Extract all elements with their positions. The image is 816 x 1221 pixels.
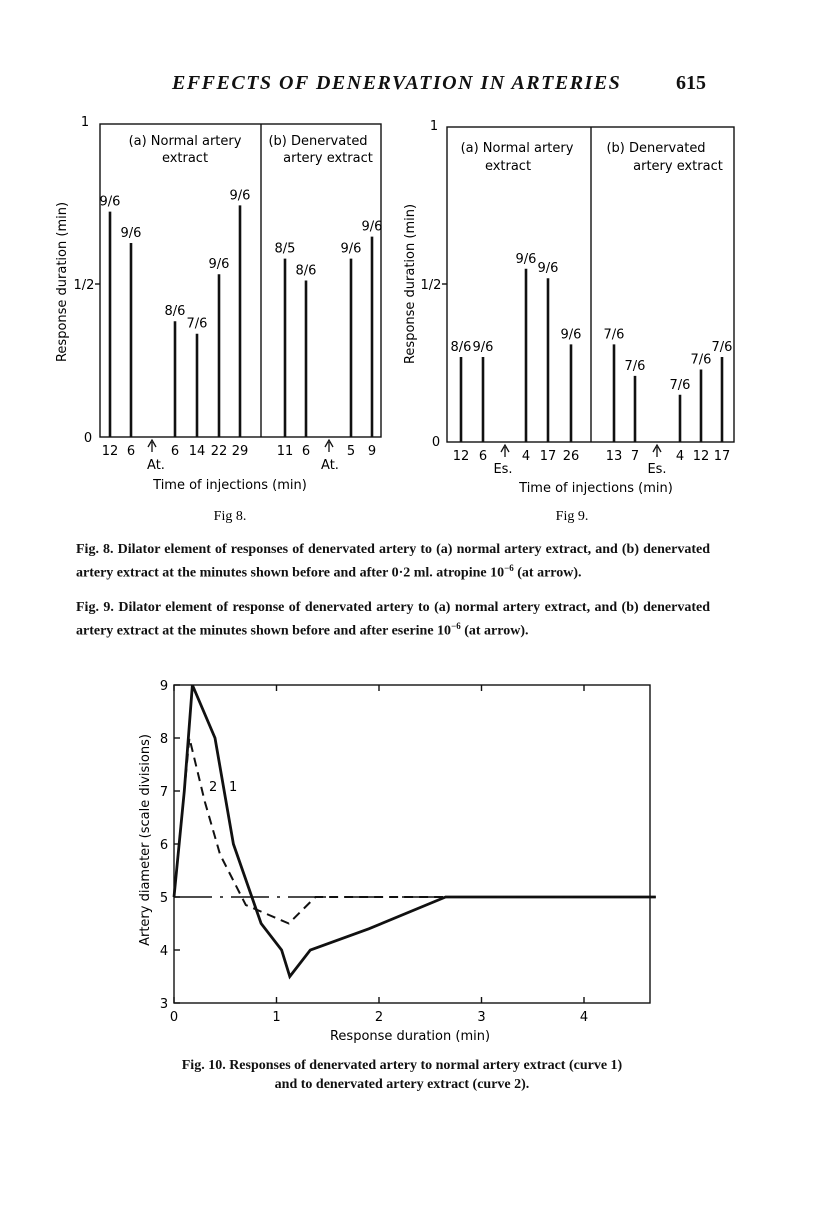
fig10-curve-label-2: 2 (209, 780, 218, 795)
fig10-frame (174, 685, 650, 1003)
fig8-bar-label-2: 9/6 (120, 225, 142, 241)
fig9-caption-exp: −6 (451, 621, 461, 631)
fig8-bar-label-9: 9/6 (340, 241, 362, 257)
fig9-bar-label-7: 7/6 (624, 358, 646, 374)
fig9-xtick-6: 13 (605, 449, 623, 464)
fig9-bar-label-1: 8/6 (450, 339, 472, 355)
fig9-bar-label-9: 7/6 (690, 352, 712, 368)
fig9-ytick-0: 0 (431, 435, 441, 450)
fig10-xtick-4: 4 (579, 1010, 589, 1025)
fig10-ytick-8: 8 (159, 732, 169, 747)
fig10-xtick-2: 2 (374, 1010, 384, 1025)
fig8-panel-a-1: (a) Normal artery (128, 134, 242, 149)
fig9-bar-label-2: 9/6 (472, 339, 494, 355)
fig10-xtick-0: 0 (169, 1010, 179, 1025)
fig8-bar-label-4: 7/6 (186, 316, 208, 332)
fig9-arrow-1 (501, 445, 509, 457)
fig9-panel-b-2: artery extract (633, 159, 723, 174)
fig9-xtick-2: 6 (478, 449, 488, 464)
fig9 (403, 119, 734, 496)
fig9-bar-label-5: 9/6 (560, 327, 582, 343)
fig8-bar-label-6: 9/6 (229, 188, 251, 204)
fig8-arrow-1 (148, 440, 156, 452)
fig8-xtick-5: 22 (210, 444, 228, 459)
fig10-curve-label-1: 1 (229, 780, 238, 795)
fig8-xtick-10: 9 (367, 444, 377, 459)
fig10-xtick-3: 3 (477, 1010, 486, 1025)
fig9-xtick-4: 17 (539, 449, 557, 464)
fig8-caption (76, 540, 710, 583)
fig9-panel-a-1: (a) Normal artery (460, 141, 574, 156)
fig9-ytick-half: 1/2 (420, 278, 442, 293)
fig8-bar-label-10: 9/6 (361, 219, 383, 235)
fig9-title: Fig 9. (555, 509, 589, 524)
page-number: 615 (676, 72, 706, 94)
fig9-ytick-1: 1 (429, 119, 439, 134)
fig10-caption (142, 1056, 662, 1094)
fig8-ytick-half: 1/2 (73, 278, 95, 293)
fig10-ytick-4: 4 (159, 944, 169, 959)
fig9-bar-label-10: 7/6 (711, 339, 733, 355)
fig8-xtick-9: 5 (346, 444, 356, 459)
fig9-ylabel: Response duration (min) (403, 203, 418, 365)
fig9-caption (76, 598, 710, 641)
fig8-xtick-7: 11 (276, 444, 294, 459)
fig8-bar-label-1: 9/6 (99, 194, 121, 210)
fig10-ytick-5: 5 (159, 891, 169, 906)
fig9-caption-text: Dilator element of response of denervated artery to (a) normal artery extract, and (b) denervated artery extract at the minutes shown before and after eserine 10 (76, 600, 710, 639)
fig9-xlabel: Time of injections (min) (519, 481, 673, 496)
fig9-arrow-label-2: Es. (647, 462, 667, 477)
fig9-bar-label-8: 7/6 (669, 377, 691, 393)
fig9-xtick-1: 12 (452, 449, 470, 464)
fig8-xtick-2: 6 (126, 444, 136, 459)
fig8-arrow-label-2: At. (321, 458, 339, 473)
fig9-caption-tail: (at arrow). (464, 623, 529, 639)
fig10-ytick-6: 6 (159, 838, 169, 853)
fig10-ytick-3: 3 (159, 997, 169, 1012)
fig8-bar-label-7: 8/5 (274, 241, 296, 257)
fig8-caption-lead: Fig. 8. (76, 542, 114, 557)
fig10-xtick-1: 1 (272, 1010, 281, 1025)
fig10-xlabel: Response duration (min) (329, 1029, 491, 1044)
fig10-ytick-9: 9 (159, 679, 169, 694)
fig8-caption-exp: −6 (504, 563, 514, 573)
fig9-panel-b-1: (b) Denervated (606, 141, 706, 156)
fig10-curve-1 (174, 685, 656, 977)
fig8 (55, 115, 382, 493)
fig8-bar-label-3: 8/6 (164, 304, 186, 320)
fig9-xtick-9: 12 (692, 449, 710, 464)
fig9-xtick-3: 4 (521, 449, 531, 464)
fig8-xtick-6: 29 (231, 444, 249, 459)
fig9-bar-label-3: 9/6 (515, 251, 537, 267)
fig9-arrow-label-1: Es. (493, 462, 513, 477)
fig8-panel-b-1: (b) Denervated (268, 134, 368, 149)
fig10-caption-line1: Fig. 10. Responses of denervated artery to normal artery extract (curve 1) (181, 1058, 623, 1073)
fig9-bar-label-4: 9/6 (537, 261, 559, 277)
fig9-arrow-2 (653, 445, 661, 457)
fig9-xtick-10: 17 (713, 449, 731, 464)
fig8-arrow-2 (325, 440, 333, 452)
fig8-xtick-3: 6 (170, 444, 180, 459)
fig10 (138, 679, 656, 1044)
fig8-panel-b-2: artery extract (283, 151, 373, 166)
fig8-ytick-0: 0 (83, 431, 93, 446)
fig10-ytick-7: 7 (159, 785, 169, 800)
fig9-bar-label-6: 7/6 (603, 327, 625, 343)
fig8-bar-label-8: 8/6 (295, 263, 317, 279)
fig8-ytick-1: 1 (80, 115, 90, 130)
fig8-arrow-label-1: At. (147, 458, 165, 473)
fig9-caption-lead: Fig. 9. (76, 600, 114, 615)
fig9-xtick-8: 4 (675, 449, 685, 464)
fig9-xtick-5: 26 (562, 449, 580, 464)
running-header: EFFECTS OF DENERVATION IN ARTERIES (172, 72, 622, 94)
fig10-ylabel: Artery diameter (scale divisions) (138, 734, 153, 946)
fig8-caption-text: Dilator element of responses of denervated artery to (a) normal artery extract, and (b) denervated artery extract at the minutes shown before and after 0·2 ml. atropine 10 (76, 542, 710, 581)
fig8-ylabel: Response duration (min) (55, 201, 70, 363)
fig8-xtick-1: 12 (101, 444, 119, 459)
fig10-caption-line2: and to denervated artery extract (curve 2). (274, 1077, 530, 1092)
fig8-bar-label-5: 9/6 (208, 257, 230, 273)
fig8-xlabel: Time of injections (min) (153, 478, 307, 493)
fig8-caption-tail: (at arrow). (517, 565, 582, 581)
fig8-panel-a-2: extract (161, 151, 209, 166)
fig8-title: Fig 8. (213, 509, 247, 524)
fig8-xtick-4: 14 (188, 444, 206, 459)
fig9-xtick-7: 7 (630, 449, 640, 464)
fig9-panel-a-2: extract (484, 159, 532, 174)
fig8-xtick-8: 6 (301, 444, 311, 459)
